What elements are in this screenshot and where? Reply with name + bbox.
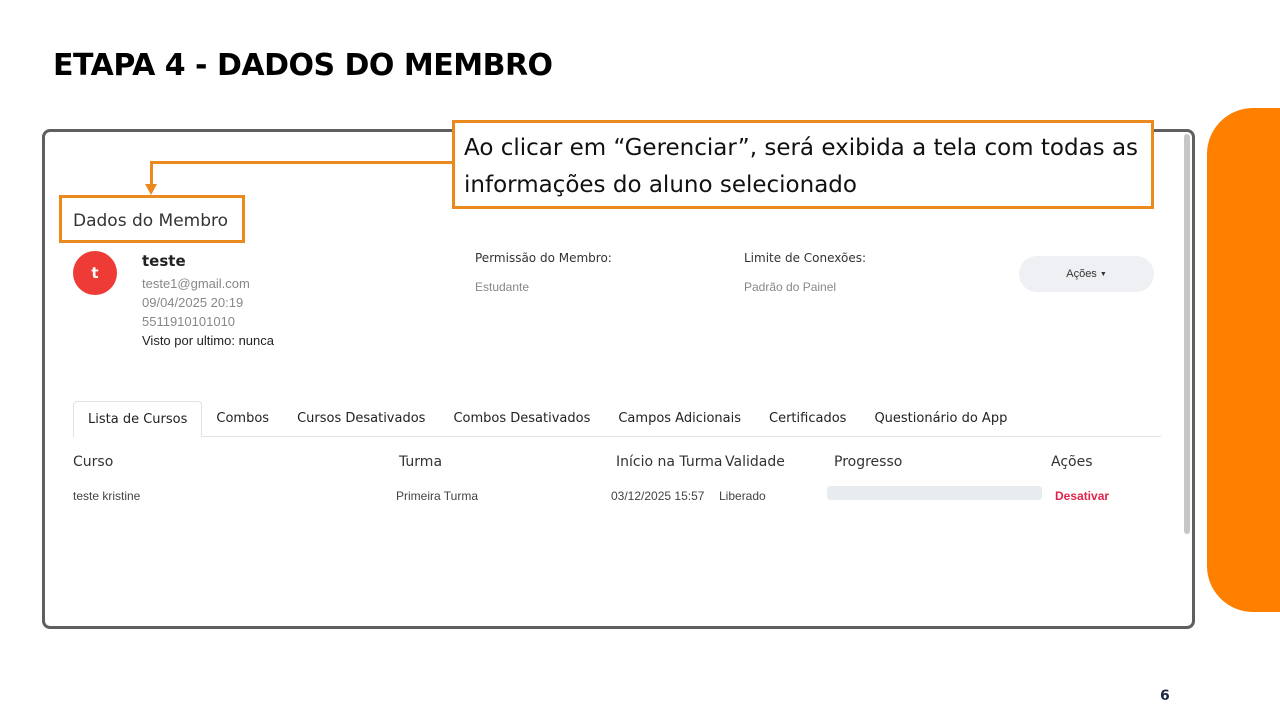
arrow-down-icon — [145, 184, 157, 195]
slide-title: ETAPA 4 - DADOS DO MEMBRO — [53, 48, 553, 83]
cell-start: 03/12/2025 15:57 — [611, 489, 705, 503]
column-header-course: Curso — [73, 454, 114, 470]
caret-down-icon: ▼ — [1099, 270, 1107, 278]
member-date: 09/04/2025 20:19 — [142, 295, 244, 310]
tab-bar — [73, 401, 1161, 437]
tab-certificates[interactable]: Certificados — [769, 411, 847, 426]
page-number: 6 — [1160, 688, 1170, 704]
callout-text: Ao clicar em “Gerenciar”, será exibida a tela com todas as informações do aluno selecionado — [464, 135, 1139, 198]
cell-course: teste kristine — [73, 489, 141, 503]
member-last-seen: Visto por ultimo: nunca — [142, 333, 274, 348]
actions-dropdown-button[interactable] — [1019, 256, 1154, 292]
callout-arrow-vertical — [150, 161, 153, 185]
column-header-actions: Ações — [1051, 454, 1093, 470]
member-email: teste1@gmail.com — [142, 276, 250, 291]
tab-combos[interactable]: Combos — [216, 411, 270, 426]
permission-value: Estudante — [475, 280, 530, 294]
highlight-box — [59, 195, 245, 243]
tab-additional-fields[interactable]: Campos Adicionais — [618, 411, 742, 426]
callout-arrow-horizontal — [150, 161, 452, 164]
orange-side-tab — [1207, 108, 1280, 612]
cell-validity: Liberado — [719, 489, 766, 503]
column-header-validity: Validade — [725, 454, 785, 470]
tab-app-questionnaire[interactable]: Questionário do App — [874, 411, 1008, 426]
tab-course-list[interactable]: Lista de Cursos — [73, 401, 202, 438]
member-phone: 5511910101010 — [142, 314, 236, 329]
section-title: Dados do Membro — [73, 211, 229, 231]
permission-label: Permissão do Membro: — [475, 251, 612, 265]
cell-class: Primeira Turma — [396, 489, 479, 503]
callout-box — [452, 120, 1154, 209]
actions-button-label: Ações — [1066, 268, 1097, 280]
progress-bar — [827, 486, 1042, 500]
deactivate-link[interactable]: Desativar — [1055, 489, 1110, 503]
member-name: teste — [142, 252, 186, 270]
connections-label: Limite de Conexões: — [744, 251, 867, 265]
column-header-progress: Progresso — [834, 454, 903, 470]
avatar: t — [73, 251, 117, 295]
column-header-start: Início na Turma — [616, 454, 723, 470]
tab-disabled-courses[interactable]: Cursos Desativados — [297, 411, 426, 426]
scrollbar[interactable] — [1184, 134, 1190, 534]
connections-value: Padrão do Painel — [744, 280, 837, 294]
column-header-class: Turma — [399, 454, 443, 470]
tab-disabled-combos[interactable]: Combos Desativados — [453, 411, 591, 426]
